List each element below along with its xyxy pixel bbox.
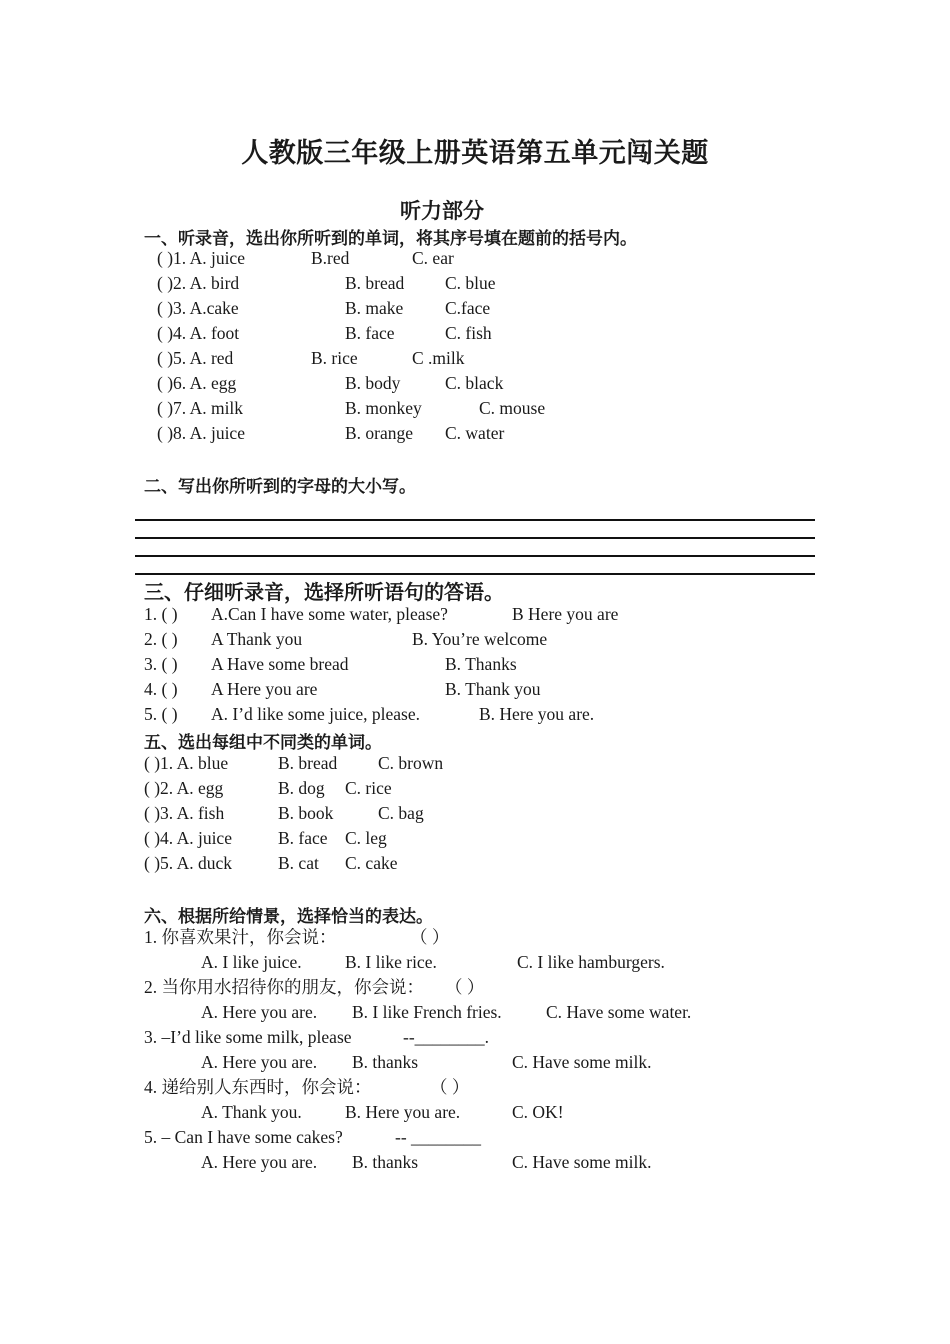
odd-one-out-item: [0, 801, 950, 826]
option-c: C.face: [445, 298, 491, 318]
situation-item: [0, 925, 950, 950]
option-b: B. rice: [311, 348, 358, 368]
situation-options: [0, 950, 950, 975]
odd-one-out-item: [0, 751, 950, 776]
section5-heading: 五、选出每组中不同类的单词。: [144, 733, 382, 752]
listening-item: [0, 421, 950, 446]
option-c: C. Have some milk.: [512, 1152, 652, 1172]
option-b: B. bread: [278, 753, 338, 773]
option-a: A. Thank you.: [201, 1102, 302, 1122]
question-number: ( )8. A. juice: [157, 423, 245, 443]
question-number: ( )7. A. milk: [157, 398, 244, 418]
option-c: C. rice: [345, 778, 392, 798]
question-number: ( )2. A. bird: [157, 273, 240, 293]
option-c: C. cake: [345, 853, 398, 873]
option-b: B. orange: [345, 423, 414, 443]
question-number: ( )4. A. foot: [157, 323, 240, 343]
option-b: B. bread: [345, 273, 405, 293]
option-b: B. I like French fries.: [352, 1002, 502, 1022]
writing-line[interactable]: [135, 519, 815, 521]
listening-title: 听力部分: [400, 199, 484, 223]
option-a: A. Here you are.: [201, 1052, 318, 1072]
option-c: C. water: [445, 423, 505, 443]
listening-item: [0, 271, 950, 296]
section2-heading: 二、写出你所听到的字母的大小写。: [144, 477, 416, 496]
option-b: B. dog: [278, 778, 325, 798]
question-number: ( )6. A. egg: [157, 373, 237, 393]
situation-item: [0, 1075, 950, 1100]
situation-question: 2. 当你用水招待你的朋友，你会说：: [144, 977, 424, 997]
listening-item: [0, 371, 950, 396]
option-c: C. fish: [445, 323, 492, 343]
option-b: B. Here you are.: [345, 1102, 461, 1122]
option-c: C. leg: [345, 828, 387, 848]
option-c: C. Have some milk.: [512, 1052, 652, 1072]
option-a: A. I’d like some juice, please.: [211, 704, 420, 724]
question-number: ( )3. A. fish: [144, 803, 225, 823]
answer-blank: （ ）: [445, 977, 485, 997]
option-b: B. Thanks: [445, 654, 517, 674]
question-number: ( )3. A.cake: [157, 298, 239, 318]
option-a: A Have some bread: [211, 654, 349, 674]
section6-heading: 六、根据所给情景，选择恰当的表达。: [144, 907, 433, 926]
response-item: [0, 677, 950, 702]
option-c: C. bag: [378, 803, 424, 823]
option-c: C. blue: [445, 273, 496, 293]
situation-options: [0, 1000, 950, 1025]
situation-item: [0, 975, 950, 1000]
section1-heading: 一、听录音，选出你所听到的单词，将其序号填在题前的括号内。: [144, 229, 637, 248]
page-title: 人教版三年级上册英语第五单元闯关题: [241, 138, 709, 168]
option-c: C. mouse: [479, 398, 546, 418]
question-number: 3. ( ): [144, 654, 178, 674]
option-a: A Here you are: [211, 679, 318, 699]
writing-line[interactable]: [135, 573, 815, 575]
option-b: B. book: [278, 803, 334, 823]
response-item: [0, 652, 950, 677]
question-number: 5. ( ): [144, 704, 178, 724]
listening-item: [0, 346, 950, 371]
listening-item: [0, 296, 950, 321]
odd-one-out-item: [0, 851, 950, 876]
listening-item: [0, 246, 950, 271]
response-item: [0, 627, 950, 652]
option-b: B. thanks: [352, 1152, 419, 1172]
option-b: B. Thank you: [445, 679, 541, 699]
section3-heading: 三、仔细听录音，选择所听语句的答语。: [144, 582, 504, 604]
odd-one-out-item: [0, 776, 950, 801]
option-b: B. You’re welcome: [412, 629, 548, 649]
option-a: A.Can I have some water, please?: [211, 604, 448, 624]
option-c: C. brown: [378, 753, 444, 773]
option-b: B. cat: [278, 853, 319, 873]
question-number: ( )5. A. duck: [144, 853, 232, 873]
situation-question: 3. –I’d like some milk, please: [144, 1027, 352, 1047]
response-item: [0, 602, 950, 627]
situation-item: [0, 1125, 950, 1150]
situation-question: 1. 你喜欢果汁，你会说：: [144, 927, 337, 947]
question-number: ( )1. A. juice: [157, 248, 245, 268]
option-c: C. ear: [412, 248, 454, 268]
situation-options: [0, 1050, 950, 1075]
answer-blank: （ ）: [430, 1077, 470, 1097]
answer-blank: -- ________: [395, 1127, 482, 1147]
option-b: B.red: [311, 248, 350, 268]
option-b: B. Here you are.: [479, 704, 595, 724]
question-number: 4. ( ): [144, 679, 178, 699]
option-c: C. OK!: [512, 1102, 564, 1122]
question-number: ( )2. A. egg: [144, 778, 224, 798]
option-b: B. I like rice.: [345, 952, 437, 972]
option-b: B Here you are: [512, 604, 619, 624]
option-b: B. monkey: [345, 398, 422, 418]
situation-question: 4. 递给别人东西时，你会说：: [144, 1077, 372, 1097]
option-b: B. body: [345, 373, 401, 393]
odd-one-out-item: [0, 826, 950, 851]
listening-item: [0, 396, 950, 421]
situation-options: [0, 1100, 950, 1125]
question-number: 2. ( ): [144, 629, 178, 649]
option-b: B. face: [345, 323, 395, 343]
situation-question: 5. – Can I have some cakes?: [144, 1127, 343, 1147]
option-c: C. black: [445, 373, 504, 393]
listening-item: [0, 321, 950, 346]
option-c: C. I like hamburgers.: [517, 952, 665, 972]
option-a: A. Here you are.: [201, 1152, 318, 1172]
writing-line[interactable]: [135, 537, 815, 539]
answer-blank: --________.: [403, 1027, 490, 1047]
option-a: A. I like juice.: [201, 952, 302, 972]
option-b: B. make: [345, 298, 404, 318]
writing-line[interactable]: [135, 555, 815, 557]
question-number: 1. ( ): [144, 604, 178, 624]
option-c: C .milk: [412, 348, 465, 368]
option-a: A. Here you are.: [201, 1002, 318, 1022]
option-c: C. Have some water.: [546, 1002, 692, 1022]
situation-options: [0, 1150, 950, 1175]
situation-item: [0, 1025, 950, 1050]
response-item: [0, 702, 950, 727]
question-number: ( )4. A. juice: [144, 828, 232, 848]
option-b: B. face: [278, 828, 328, 848]
question-number: ( )5. A. red: [157, 348, 234, 368]
answer-blank: （ ）: [410, 927, 450, 947]
option-b: B. thanks: [352, 1052, 419, 1072]
option-a: A Thank you: [211, 629, 303, 649]
question-number: ( )1. A. blue: [144, 753, 229, 773]
